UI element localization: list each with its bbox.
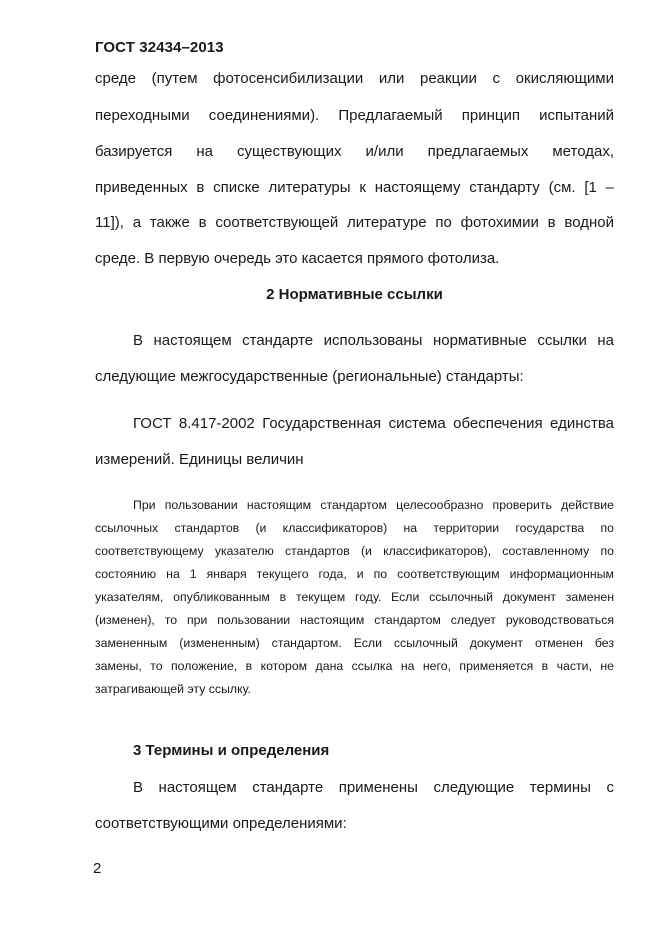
intro-line-6: среде. В первую очередь это касается прямого фотолиза. xyxy=(95,250,500,267)
intro-line-5: 11]), а также в соответствующей литературе по фотохимии в водной xyxy=(95,214,614,231)
note-line-9: затрагивающей эту ссылку. xyxy=(95,682,251,696)
note-line-5: указателям, опубликованным в текущем году. Если ссылочный документ заменен xyxy=(95,590,614,604)
intro-line-1: среде (путем фотосенсибилизации или реакции с окисляющими xyxy=(95,70,614,87)
section-2-para1-line-2: следующие межгосударственные (региональные) стандарты: xyxy=(95,368,524,385)
note-line-4: состоянию на 1 января текущего года, и по соответствующим информационным xyxy=(95,567,614,581)
intro-line-4: приведенных в списке литературы к настоящему стандарту (см. [1 – xyxy=(95,179,614,196)
page-number: 2 xyxy=(93,860,102,877)
section-3-title: 3 Термины и определения xyxy=(133,742,330,759)
document-header-code: ГОСТ 32434–2013 xyxy=(95,39,224,56)
note-line-2: ссылочных стандартов (и классификаторов) на территории государства по xyxy=(95,521,614,535)
note-line-1: При пользовании настоящим стандартом целесообразно проверить действие xyxy=(133,498,614,512)
section-2-para2-line-1: ГОСТ 8.417-2002 Государственная система обеспечения единства xyxy=(133,415,614,432)
note-line-8: замены, то положение, в котором дана ссылка на него, применяется в части, не xyxy=(95,659,614,673)
section-3-para1-line-2: соответствующими определениями: xyxy=(95,815,347,832)
note-line-3: соответствующему указателю стандартов (и классификаторов), составленному по xyxy=(95,544,614,558)
intro-line-3: базируется на существующих и/или предлагаемых методах, xyxy=(95,143,614,160)
intro-line-2: переходными соединениями). Предлагаемый принцип испытаний xyxy=(95,107,614,124)
note-line-7: замененным (измененным) стандартом. Если ссылочный документ отменен без xyxy=(95,636,614,650)
note-line-6: (изменен), то при пользовании настоящим стандартом следует руководствоваться xyxy=(95,613,614,627)
section-2-title: 2 Нормативные ссылки xyxy=(266,286,443,303)
section-2-para2-line-2: измерений. Единицы величин xyxy=(95,451,304,468)
section-2-para1-line-1: В настоящем стандарте использованы нормативные ссылки на xyxy=(133,332,614,349)
section-3-para1-line-1: В настоящем стандарте применены следующие термины с xyxy=(133,779,614,796)
